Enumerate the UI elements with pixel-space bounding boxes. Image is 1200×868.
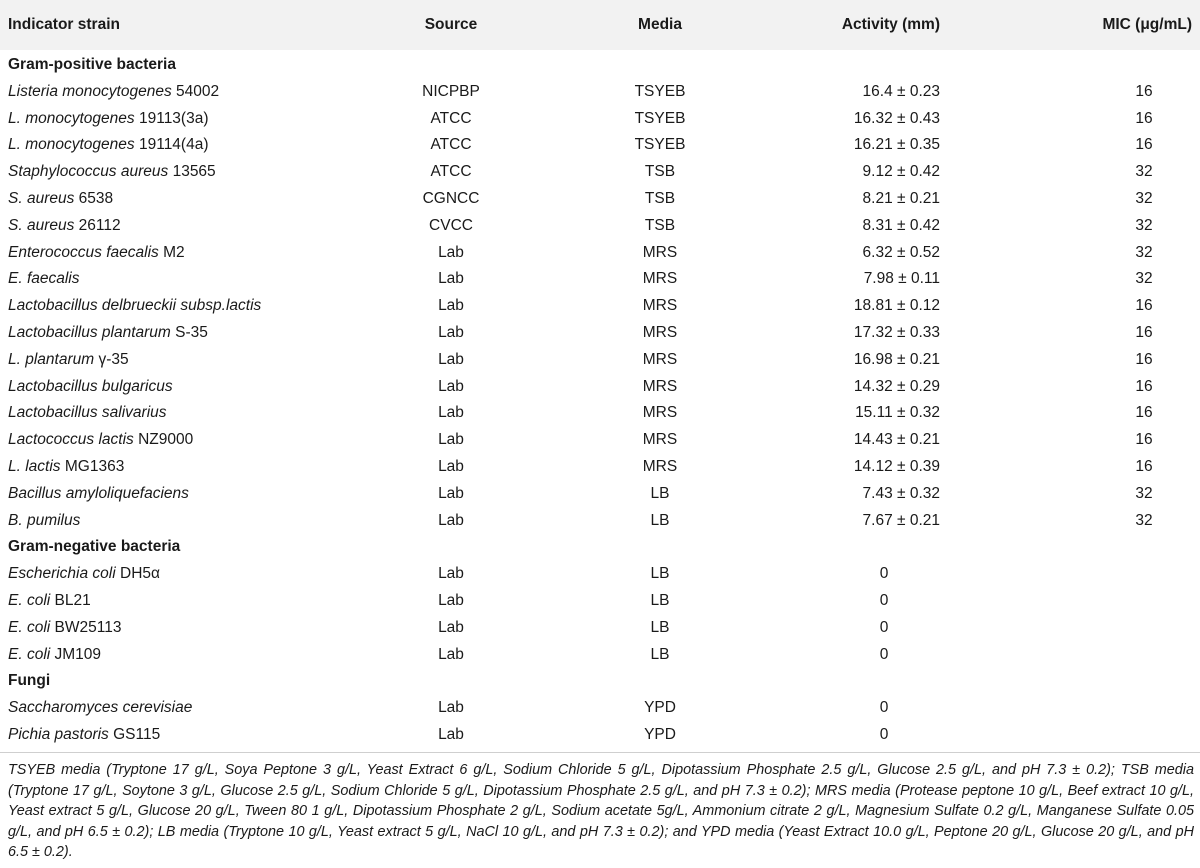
cell-media: TSB [644, 163, 676, 181]
table-row [0, 291, 1200, 318]
cell-media: LB [650, 565, 670, 583]
table-row [0, 640, 1200, 667]
strain-species: L. monocytogenes [8, 136, 135, 154]
strain-designation: 19113(3a) [134, 109, 209, 127]
cell-source: ATCC [430, 109, 472, 127]
cell-source: Lab [438, 297, 464, 315]
strain-species: Lactococcus lactis [8, 431, 134, 449]
table-row [0, 184, 1200, 211]
table-row [0, 425, 1200, 452]
strain-species: E. coli [8, 618, 51, 636]
cell-activity: 0 [879, 591, 889, 609]
cell-strain [8, 324, 208, 342]
cell-media: MRS [642, 270, 678, 288]
strain-species: Lactobacillus bulgaricus [8, 377, 173, 395]
cell-strain [8, 565, 160, 583]
cell-source: ATCC [430, 163, 472, 181]
strain-designation: BL21 [50, 591, 91, 609]
table-row [0, 104, 1200, 131]
table-footnote: TSYEB media (Tryptone 17 g/L, Soya Peptone 3 g/L, Yeast Extract 6 g/L, Sodium Chloride 5 g/L, Dipotassium Phosphate 2.5 g/L, Glucose 2.5 g/L, and pH 7.3 ± 0.2); TSB media (Tryptone 17 g/L, Soytone 3 g/L, Glucose 2.5 g/L, Sodium Chloride 5 g/L, Dipotassium Phosphate 2.5 g/L, and pH 7.3 ± 0.2); MRS media (Protease peptone 10 g/L, Beef extract 10 g/L, Yeast extract 5 g/L, Glucose 20 g/L, Tween 80 1 g/L, Dipotassium Phosphate 2 g/L, Sodium acetate 5g/L, Ammonium citrate 2 g/L, Magnesium Sulfate 0.2 g/L, Manganese Sulfate 0.05 g/L, and pH 6.5 ± 0.2); LB media (Tryptone 10 g/L, Yeast extract 5 g/L, NaCl 10 g/L, and pH 7.3 ± 0.2); and YPD media (Yeast Extract 10.0 g/L, Peptone 20 g/L, Glucose 20 g/L, and pH 6.5 ± 0.2). [8, 762, 1194, 861]
cell-strain [8, 270, 80, 288]
cell-media: MRS [642, 377, 678, 395]
strain-designation: γ-35 [94, 350, 129, 368]
section-row [0, 666, 1200, 693]
cell-media: LB [650, 645, 670, 663]
cell-media: YPD [644, 725, 676, 743]
cell-source: CVCC [429, 216, 473, 234]
cell-media: TSB [644, 189, 676, 207]
cell-source: Lab [438, 591, 464, 609]
cell-mic: 16 [1135, 297, 1153, 315]
strain-species: Enterococcus faecalis [8, 243, 159, 261]
cell-mic: 32 [1135, 511, 1153, 529]
table-row [0, 157, 1200, 184]
cell-media: LB [650, 484, 670, 502]
cell-strain [8, 110, 209, 128]
cell-strain [8, 83, 219, 101]
cell-media: YPD [644, 699, 676, 717]
column-header-strain: Indicator strain [8, 16, 120, 33]
cell-source: Lab [438, 645, 464, 663]
cell-strain [8, 619, 121, 637]
cell-mic: 16 [1135, 431, 1153, 449]
strain-designation: S-35 [170, 323, 208, 341]
cell-strain [8, 592, 91, 610]
cell-source: Lab [438, 511, 464, 529]
table-row [0, 372, 1200, 399]
cell-media: MRS [642, 323, 678, 341]
strain-designation: DH5α [115, 565, 160, 583]
cell-activity: 16.32 ± 0.43 [853, 109, 940, 127]
strain-designation: BW25113 [50, 618, 122, 636]
cell-strain [8, 458, 124, 476]
cell-source: Lab [438, 270, 464, 288]
cell-media: TSB [644, 216, 676, 234]
section-row [0, 50, 1200, 77]
column-header-activity: Activity (mm) [841, 16, 940, 33]
cell-source: Lab [438, 377, 464, 395]
cell-media: MRS [642, 243, 678, 261]
cell-media: MRS [642, 297, 678, 315]
table-row [0, 77, 1200, 104]
strain-species: Pichia pastoris [8, 725, 109, 743]
table-row [0, 506, 1200, 533]
strain-species: S. aureus [8, 189, 75, 207]
cell-mic: 16 [1135, 350, 1153, 368]
strain-species: Lactobacillus plantarum [8, 323, 171, 341]
cell-activity: 7.43 ± 0.32 [862, 484, 940, 502]
column-header-source: Source [424, 16, 478, 33]
cell-media: TSYEB [634, 82, 686, 100]
cell-activity: 8.31 ± 0.42 [862, 216, 940, 234]
cell-activity: 14.43 ± 0.21 [853, 431, 940, 449]
cell-source: Lab [438, 457, 464, 475]
section-row [0, 532, 1200, 559]
strain-species: L. monocytogenes [8, 109, 135, 127]
cell-strain [8, 404, 167, 422]
cell-media: TSYEB [634, 136, 686, 154]
cell-media: LB [650, 618, 670, 636]
strain-species: Lactobacillus delbrueckii subsp.lactis [8, 297, 262, 315]
column-header-mic: MIC (μg/mL) [1102, 16, 1192, 33]
cell-source: Lab [438, 431, 464, 449]
cell-source: CGNCC [422, 189, 480, 207]
cell-strain [8, 646, 101, 664]
table-row [0, 559, 1200, 586]
strain-species: S. aureus [8, 216, 75, 234]
strain-designation: MG1363 [60, 457, 125, 475]
table-row [0, 345, 1200, 372]
cell-mic: 16 [1135, 323, 1153, 341]
cell-mic: 32 [1135, 189, 1153, 207]
strain-species: L. lactis [8, 457, 61, 475]
strain-species: Lactobacillus salivarius [8, 404, 167, 422]
strain-species: E. coli [8, 591, 51, 609]
table-row [0, 130, 1200, 157]
strain-species: L. plantarum [8, 350, 95, 368]
cell-source: NICPBP [422, 82, 480, 100]
cell-strain [8, 297, 261, 315]
cell-media: MRS [642, 431, 678, 449]
cell-mic: 16 [1135, 136, 1153, 154]
cell-media: LB [650, 511, 670, 529]
cell-source: Lab [438, 484, 464, 502]
strain-species: B. pumilus [8, 511, 81, 529]
strain-species: Listeria monocytogenes [8, 82, 172, 100]
cell-source: Lab [438, 565, 464, 583]
cell-source: Lab [438, 350, 464, 368]
table-row [0, 264, 1200, 291]
cell-mic: 32 [1135, 163, 1153, 181]
cell-source: Lab [438, 618, 464, 636]
cell-strain [8, 699, 192, 717]
strain-designation: 54002 [171, 82, 220, 100]
cell-activity: 7.67 ± 0.21 [862, 511, 940, 529]
cell-media: MRS [642, 457, 678, 475]
cell-strain [8, 378, 173, 396]
strain-designation: 26112 [74, 216, 121, 234]
strain-designation: 6538 [74, 189, 114, 207]
cell-activity: 8.21 ± 0.21 [862, 189, 940, 207]
strain-designation: 13565 [168, 163, 216, 181]
cell-mic: 16 [1135, 457, 1153, 475]
cell-activity: 18.81 ± 0.12 [853, 297, 940, 315]
cell-mic: 16 [1135, 109, 1153, 127]
table-header [0, 0, 1200, 50]
cell-media: MRS [642, 350, 678, 368]
table-row [0, 586, 1200, 613]
cell-activity: 16.98 ± 0.21 [853, 350, 940, 368]
table-row [0, 211, 1200, 238]
section-title: Gram-positive bacteria [8, 56, 176, 73]
cell-mic: 16 [1135, 82, 1153, 100]
strain-species: E. coli [8, 645, 51, 663]
cell-source: Lab [438, 725, 464, 743]
strain-species: E. faecalis [8, 270, 80, 288]
cell-strain [8, 431, 193, 449]
cell-activity: 6.32 ± 0.52 [862, 243, 940, 261]
cell-activity: 15.11 ± 0.32 [855, 404, 940, 422]
table-row [0, 613, 1200, 640]
cell-mic: 16 [1135, 404, 1153, 422]
cell-mic: 32 [1135, 243, 1153, 261]
cell-source: Lab [438, 323, 464, 341]
cell-mic: 16 [1135, 377, 1153, 395]
table-row [0, 693, 1200, 720]
strain-species: Bacillus amyloliquefaciens [8, 484, 189, 502]
cell-strain [8, 217, 121, 235]
cell-mic: 32 [1135, 484, 1153, 502]
cell-strain [8, 512, 80, 530]
cell-activity: 0 [879, 645, 889, 663]
cell-activity: 16.4 ± 0.23 [862, 82, 940, 100]
cell-activity: 9.12 ± 0.42 [862, 163, 940, 181]
cell-activity: 16.21 ± 0.35 [853, 136, 940, 154]
cell-source: Lab [438, 699, 464, 717]
section-title: Fungi [8, 672, 51, 690]
table-row [0, 720, 1200, 747]
cell-activity: 0 [879, 699, 889, 717]
cell-activity: 7.98 ± 0.11 [863, 270, 940, 288]
cell-activity: 14.12 ± 0.39 [853, 457, 940, 475]
cell-strain [8, 726, 160, 744]
cell-strain [8, 163, 216, 181]
section-title: Gram-negative bacteria [8, 538, 181, 556]
footnote-divider [0, 752, 1200, 753]
table-row [0, 479, 1200, 506]
cell-activity: 0 [879, 565, 889, 583]
cell-strain [8, 485, 189, 503]
cell-strain [8, 244, 185, 262]
cell-strain [8, 351, 129, 369]
cell-strain [8, 136, 209, 154]
cell-media: TSYEB [634, 109, 686, 127]
strain-species: Staphylococcus aureus [8, 163, 169, 181]
cell-mic: 32 [1135, 270, 1153, 288]
strain-species: Escherichia coli [8, 565, 116, 583]
table-row [0, 452, 1200, 479]
cell-activity: 0 [879, 618, 889, 636]
cell-source: Lab [438, 404, 464, 422]
cell-mic: 32 [1135, 216, 1153, 234]
cell-media: LB [650, 591, 670, 609]
strain-designation: GS115 [108, 725, 161, 743]
cell-source: ATCC [430, 136, 472, 154]
column-header-media: Media [638, 16, 682, 33]
strain-designation: M2 [158, 243, 185, 261]
table-row [0, 398, 1200, 425]
cell-activity: 0 [879, 725, 889, 743]
strain-species: Saccharomyces cerevisiae [8, 699, 193, 717]
cell-strain [8, 190, 113, 208]
cell-source: Lab [438, 243, 464, 261]
strain-designation: JM109 [50, 645, 102, 663]
table-row [0, 238, 1200, 265]
cell-activity: 14.32 ± 0.29 [853, 377, 940, 395]
cell-activity: 17.32 ± 0.33 [853, 323, 940, 341]
strain-designation: NZ9000 [133, 431, 194, 449]
table-row [0, 318, 1200, 345]
strain-designation: 19114(4a) [134, 136, 209, 154]
table-body [0, 50, 1200, 747]
cell-media: MRS [642, 404, 678, 422]
